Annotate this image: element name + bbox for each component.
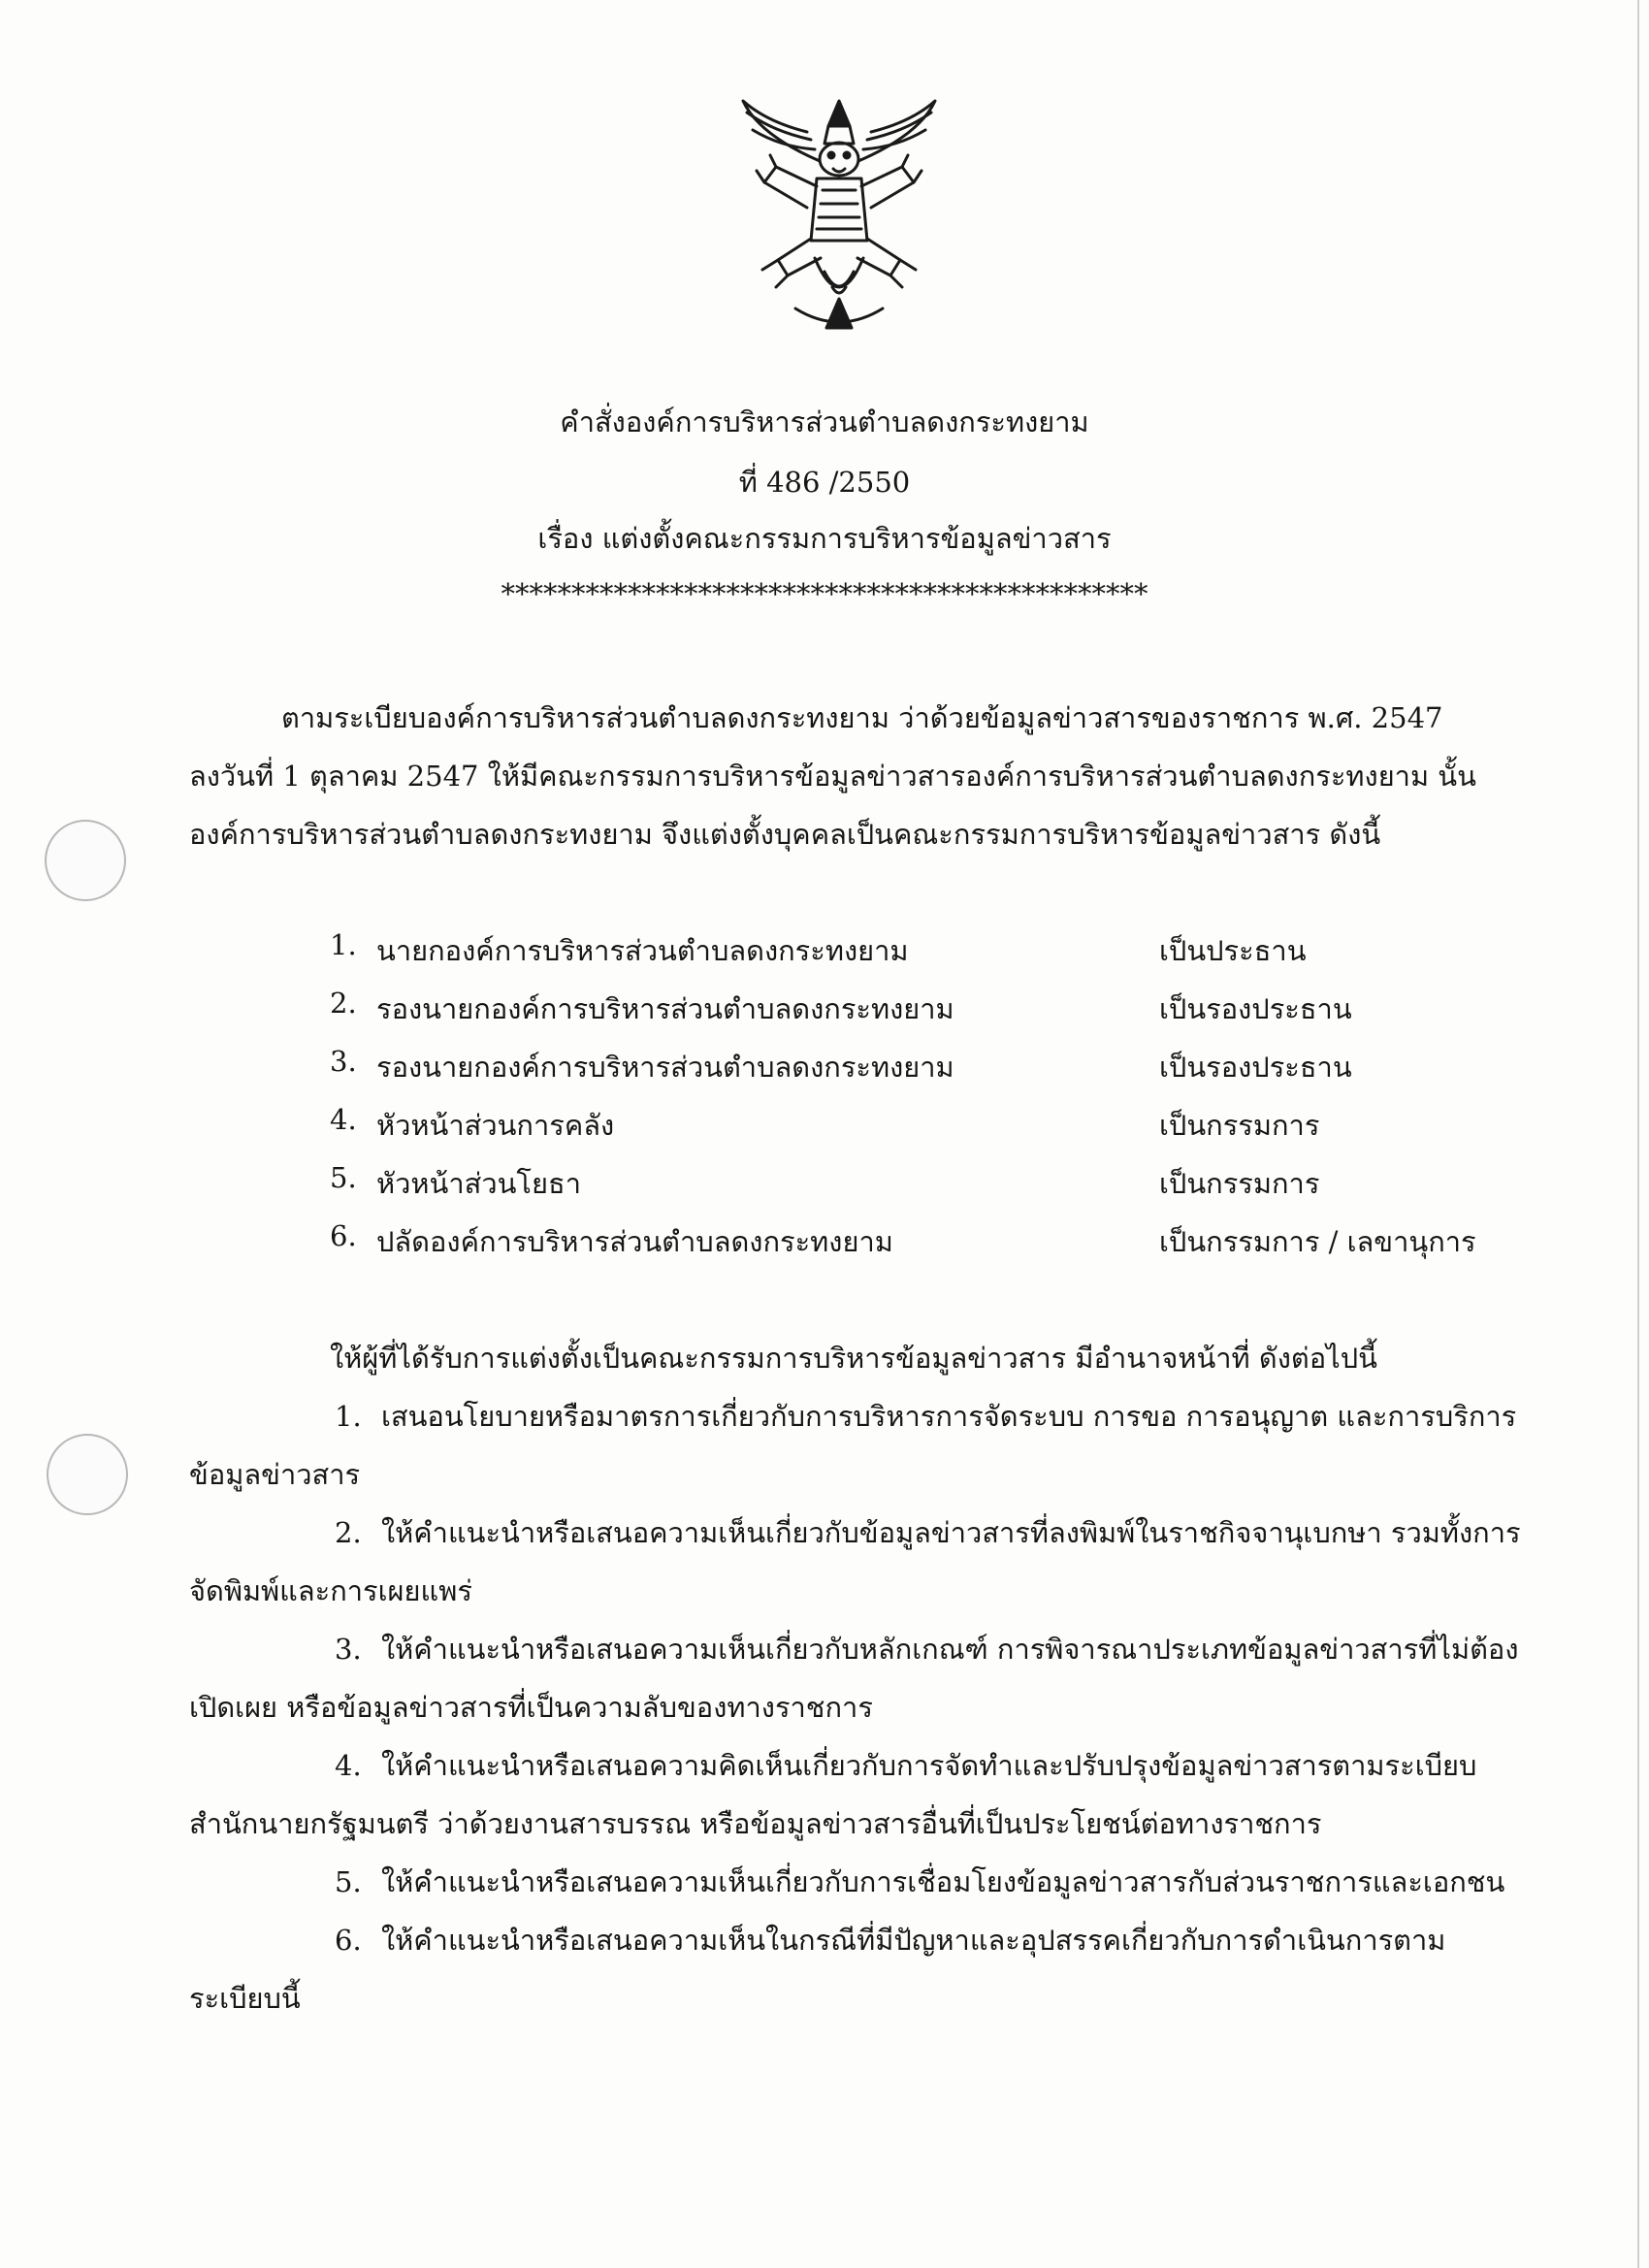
- duty-text: ให้คำแนะนำหรือเสนอความเห็นเกี่ยวกับการเชื่อมโยงข้อมูลข่าวสารกับส่วนราชการและเอกชน: [381, 1865, 1505, 1898]
- member-position: ปลัดองค์การบริหารส่วนตำบลดงกระทงยาม: [376, 1225, 893, 1258]
- member-number: 5.: [330, 1161, 357, 1194]
- duty-number: 5.: [335, 1865, 362, 1898]
- duty-number: 4.: [335, 1749, 362, 1782]
- duty-text-continued: สำนักนายกรัฐมนตรี ว่าด้วยงานสารบรรณ หรือข้อมูลข่าวสารอื่นที่เป็นประโยชน์ต่อทางราชการ: [189, 1807, 1322, 1840]
- paper-edge: [1637, 0, 1639, 2268]
- member-position: หัวหน้าส่วนการคลัง: [376, 1109, 615, 1142]
- garuda-emblem-icon: [728, 93, 951, 336]
- duty-text-continued: ระเบียบนี้: [189, 1982, 301, 2015]
- duty-item: [335, 1743, 1476, 1788]
- member-number: 4.: [330, 1103, 357, 1136]
- duty-text: ให้คำแนะนำหรือเสนอความเห็นเกี่ยวกับข้อมูลข่าวสารที่ลงพิมพ์ในราชกิจจานุเบกษา รวมทั้งการ: [381, 1516, 1521, 1549]
- member-position: หัวหน้าส่วนโยธา: [376, 1167, 581, 1200]
- member-number: 3.: [330, 1045, 357, 1078]
- punch-hole-bottom: [47, 1434, 128, 1515]
- member-role: เป็นกรรมการ: [1159, 1167, 1320, 1200]
- member-position: นายกองค์การบริหารส่วนตำบลดงกระทงยาม: [376, 934, 909, 967]
- order-number: ที่ 486 /2550: [738, 466, 911, 499]
- member-position: รองนายกองค์การบริหารส่วนตำบลดงกระทงยาม: [376, 1051, 954, 1084]
- member-role: เป็นรองประธาน: [1159, 1051, 1352, 1084]
- member-role: เป็นกรรมการ: [1159, 1109, 1320, 1142]
- duty-text: ให้คำแนะนำหรือเสนอความเห็นในกรณีที่มีปัญหาและอุปสรรคเกี่ยวกับการดำเนินการตาม: [381, 1924, 1446, 1957]
- duty-text: ให้คำแนะนำหรือเสนอความคิดเห็นเกี่ยวกับการจัดทำและปรับปรุงข้อมูลข่าวสารตามระเบียบ: [381, 1749, 1477, 1782]
- member-role: เป็นรองประธาน: [1159, 992, 1352, 1025]
- member-number: 2.: [330, 987, 357, 1020]
- duty-item: [335, 1394, 1516, 1439]
- duty-text-continued: เปิดเผย หรือข้อมูลข่าวสารที่เป็นความลับของทางราชการ: [189, 1691, 873, 1724]
- member-number: 1.: [330, 928, 357, 961]
- member-position: รองนายกองค์การบริหารส่วนตำบลดงกระทงยาม: [376, 992, 954, 1025]
- duty-item: [335, 1627, 1518, 1671]
- order-subject: เรื่อง แต่งตั้งคณะกรรมการบริหารข้อมูลข่าวสาร: [537, 522, 1112, 555]
- duty-number: 2.: [335, 1516, 362, 1549]
- duty-text-continued: จัดพิมพ์และการเผยแพร่: [189, 1574, 472, 1607]
- member-role: เป็นประธาน: [1159, 934, 1307, 967]
- duty-text: ให้คำแนะนำหรือเสนอความเห็นเกี่ยวกับหลักเกณฑ์ การพิจารณาประเภทข้อมูลข่าวสารที่ไม่ต้อง: [381, 1633, 1519, 1666]
- punch-hole-top: [45, 820, 126, 901]
- intro-line-3: องค์การบริหารส่วนตำบลดงกระทงยาม จึงแต่งตั้งบุคคลเป็นคณะกรรมการบริหารข้อมูลข่าวสาร ดังนี้: [189, 818, 1381, 851]
- member-role: เป็นกรรมการ / เลขานุการ: [1159, 1225, 1476, 1258]
- duty-number: 1.: [335, 1400, 362, 1433]
- duty-item: [335, 1918, 1445, 1962]
- header-separator: **********************************************: [501, 577, 1148, 610]
- duty-number: 3.: [335, 1633, 362, 1666]
- order-title: คำสั่งองค์การบริหารส่วนตำบลดงกระทงยาม: [560, 405, 1089, 438]
- duty-text-continued: ข้อมูลข่าวสาร: [189, 1458, 361, 1491]
- duty-item: [335, 1510, 1521, 1555]
- duty-number: 6.: [335, 1924, 362, 1957]
- duty-item: [335, 1860, 1504, 1904]
- member-number: 6.: [330, 1219, 357, 1252]
- intro-line-2: ลงวันที่ 1 ตุลาคม 2547 ให้มีคณะกรรมการบริหารข้อมูลข่าวสารองค์การบริหารส่วนตำบลดงกระทงยาม นั้น: [189, 760, 1476, 793]
- duties-intro: ให้ผู้ที่ได้รับการแต่งตั้งเป็นคณะกรรมการบริหารข้อมูลข่าวสาร มีอำนาจหน้าที่ ดังต่อไปนี้: [330, 1342, 1377, 1375]
- intro-line-1: ตามระเบียบองค์การบริหารส่วนตำบลดงกระทงยาม ว่าด้วยข้อมูลข่าวสารของราชการ พ.ศ. 2547: [281, 701, 1443, 734]
- duty-text: เสนอนโยบายหรือมาตรการเกี่ยวกับการบริหารการจัดระบบ การขอ การอนุญาต และการบริการ: [381, 1400, 1517, 1433]
